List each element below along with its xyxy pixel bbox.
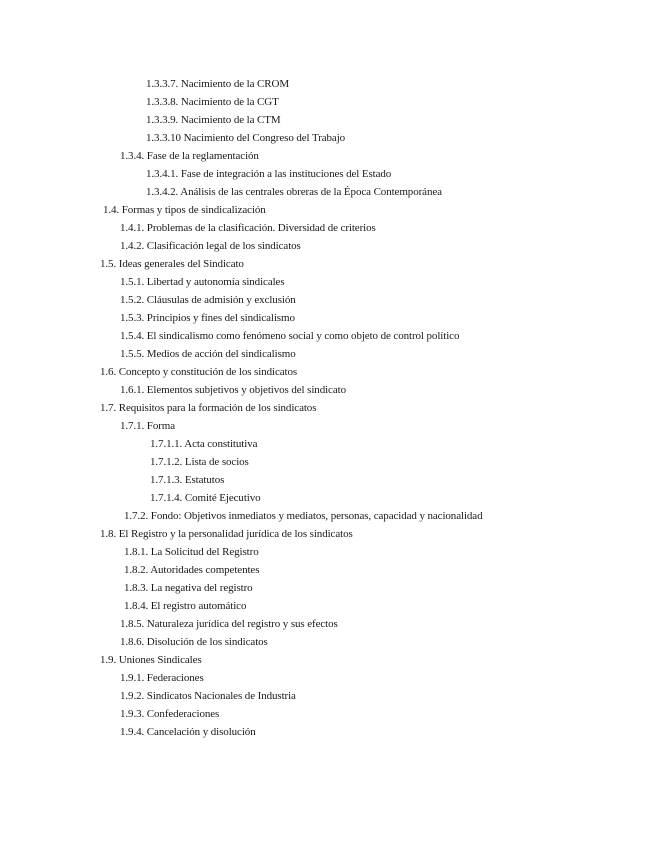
toc-entry: 1.3.3.10 Nacimiento del Congreso del Trabajo: [146, 132, 346, 144]
toc-entry: 1.5.1. Libertad y autonomía sindicales: [120, 276, 285, 288]
toc-entry: 1.9.1. Federaciones: [120, 672, 204, 684]
toc-entry: 1.8.2. Autoridades competentes: [124, 564, 260, 576]
toc-entry: 1.7.1.2. Lista de socios: [150, 456, 249, 468]
toc-entry: 1.7.1.3. Estatutos: [150, 474, 225, 486]
toc-entry: 1.9.3. Confederaciones: [120, 708, 220, 720]
toc-entry: 1.3.3.7. Nacimiento de la CROM: [146, 78, 290, 90]
toc-entry: 1.8.5. Naturaleza jurídica del registro y sus efectos: [120, 618, 338, 630]
toc-entry: 1.7. Requisitos para la formación de los sindicatos: [100, 402, 317, 414]
toc-entry: 1.3.4.2. Análisis de las centrales obreras de la Época Contemporánea: [146, 186, 442, 198]
toc-entry: 1.6. Concepto y constitución de los sindicatos: [100, 366, 298, 378]
toc-entry: 1.3.3.9. Nacimiento de la CTM: [146, 114, 281, 126]
toc-entry: 1.5.3. Principios y fines del sindicalismo: [120, 312, 295, 324]
toc-entry: 1.4. Formas y tipos de sindicalización: [103, 204, 266, 216]
toc-entry: 1.8.4. El registro automático: [124, 600, 247, 612]
toc-entry: 1.5.2. Cláusulas de admisión y exclusión: [120, 294, 296, 306]
toc-entry: 1.8.1. La Solicitud del Registro: [124, 546, 259, 558]
toc-entry: 1.4.2. Clasificación legal de los sindicatos: [120, 240, 301, 252]
toc-entry: 1.9. Uniones Sindicales: [100, 654, 202, 666]
toc-entry: 1.6.1. Elementos subjetivos y objetivos del sindicato: [120, 384, 346, 396]
toc-entry: 1.3.4. Fase de la reglamentación: [120, 150, 259, 162]
toc-entry: 1.8. El Registro y la personalidad jurídica de los sindicatos: [100, 528, 353, 540]
toc-entry: 1.7.1. Forma: [120, 420, 176, 432]
toc-entry: 1.5. Ideas generales del Sindicato: [100, 258, 244, 270]
toc-entry: 1.5.5. Medios de acción del sindicalismo: [120, 348, 296, 360]
toc-entry: 1.8.3. La negativa del registro: [124, 582, 253, 594]
toc-entry: 1.7.1.1. Acta constitutiva: [150, 438, 258, 450]
toc-entry: 1.8.6. Disolución de los sindicatos: [120, 636, 268, 648]
toc-entry: 1.5.4. El sindicalismo como fenómeno social y como objeto de control político: [120, 330, 460, 342]
toc-entry: 1.7.2. Fondo: Objetivos inmediatos y mediatos, personas, capacidad y nacionalidad: [124, 510, 483, 522]
toc-entry: 1.7.1.4. Comité Ejecutivo: [150, 492, 261, 504]
toc-entry: 1.3.3.8. Nacimiento de la CGT: [146, 96, 279, 108]
toc-entry: 1.3.4.1. Fase de integración a las instituciones del Estado: [146, 168, 392, 180]
toc-entry: 1.9.4. Cancelación y disolución: [120, 726, 256, 738]
toc-entry: 1.9.2. Sindicatos Nacionales de Industria: [120, 690, 296, 702]
toc-entry: 1.4.1. Problemas de la clasificación. Diversidad de criterios: [120, 222, 376, 234]
